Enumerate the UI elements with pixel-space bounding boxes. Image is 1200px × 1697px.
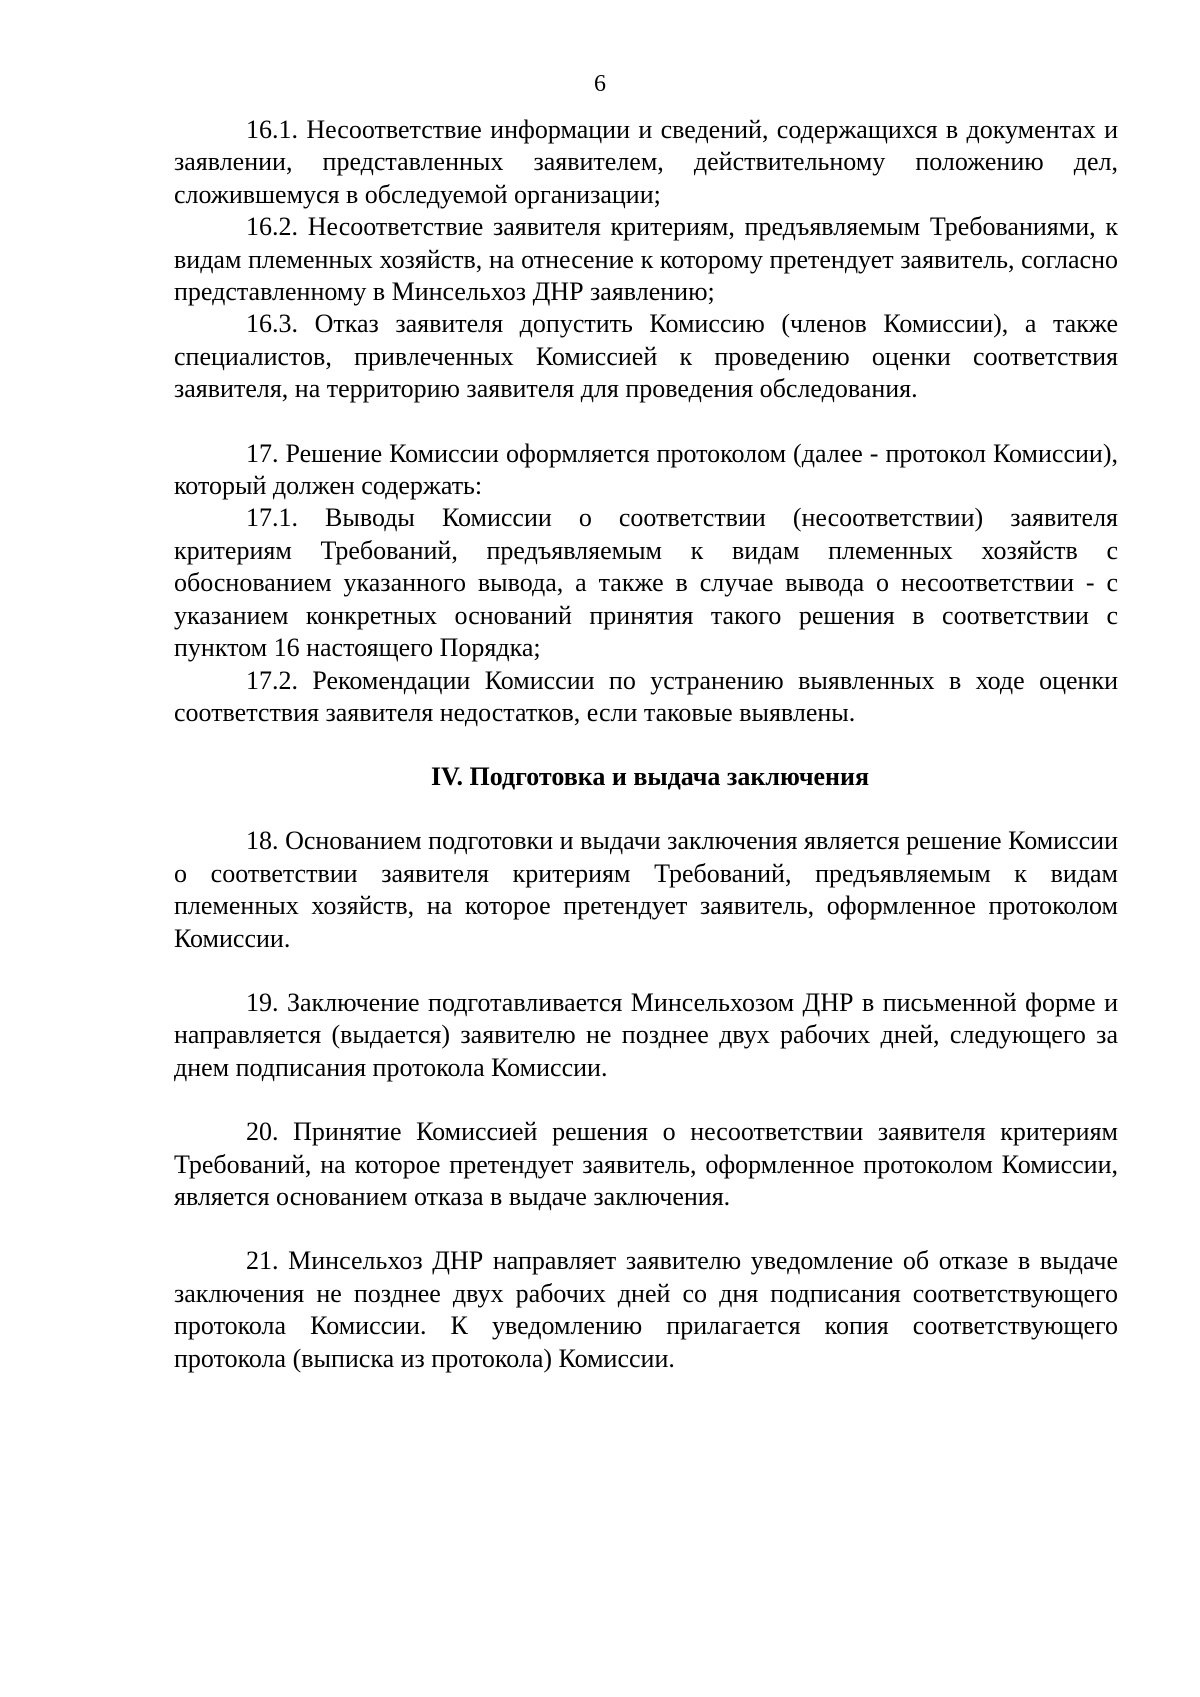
- paragraph-18: 18. Основанием подготовки и выдачи заключения является решение Комиссии о соответствии заявителя критериям Требований, предъявляемым к видам племенных хозяйств, на которое претендует заявитель, оформленное протоколом Комиссии.: [174, 826, 1118, 953]
- paragraph-16-1: 16.1. Несоответствие информации и сведений, содержащихся в документах и заявлении, представленных заявителем, действительному положению дел, сложившемуся в обследуемой организации;: [174, 115, 1118, 209]
- section-heading: IV. Подготовка и выдача заключения: [430, 762, 870, 792]
- paragraph-21: 21. Минсельхоз ДНР направляет заявителю уведомление об отказе в выдаче заключения не позднее двух рабочих дней со дня подписания соответствующего протокола Комиссии. К уведомлению прилагается копия соответствующего протокола (выписка из протокола) Комиссии.: [174, 1246, 1118, 1373]
- document-body: [174, 114, 1118, 1375]
- spacer: [174, 793, 1118, 825]
- paragraph-20: 20. Принятие Комиссией решения о несоответствии заявителя критериям Требований, на которое претендует заявитель, оформленное протоколом Комиссии, является основанием отказа в выдаче заключения.: [174, 1117, 1118, 1211]
- paragraph-17-1: 17.1. Выводы Комиссии о соответствии (несоответствии) заявителя критериям Требований, предъявляемым к видам племенных хозяйств с обоснованием указанного вывода, а также в случае вывода о несоответствии - с указанием конкретных оснований принятия такого решения в соответствии с пунктом 16 настоящего Порядка;: [174, 503, 1118, 663]
- spacer: [174, 406, 1118, 438]
- paragraph-16-3: 16.3. Отказ заявителя допустить Комиссию (членов Комиссии), а также специалистов, привлеченных Комиссией к проведению оценки соответствия заявителя, на территорию заявителя для проведения обследования.: [174, 309, 1118, 404]
- paragraph-17: 17. Решение Комиссии оформляется протоколом (далее - протокол Комиссии), который должен содержать:: [174, 438, 1118, 501]
- paragraph-17-2: 17.2. Рекомендации Комиссии по устранению выявленных в ходе оценки соответствия заявителя недостатков, если таковые выявлены.: [174, 665, 1118, 727]
- paragraph-19: 19. Заключение подготавливается Минсельхозом ДНР в письменной форме и направляется (выдается) заявителю не позднее двух рабочих дней, следующего за днем подписания протокола Комиссии.: [174, 987, 1118, 1082]
- spacer: [174, 1084, 1118, 1116]
- spacer: [174, 729, 1118, 761]
- page-number: 6: [594, 71, 606, 97]
- spacer: [174, 1213, 1118, 1245]
- paragraph-16-2: 16.2. Несоответствие заявителя критериям, предъявляемым Требованиями, к видам племенных хозяйств, на отнесение к которому претендует заявитель, согласно представленному в Минсельхоз ДНР заявлению;: [174, 212, 1118, 307]
- spacer: [174, 955, 1118, 987]
